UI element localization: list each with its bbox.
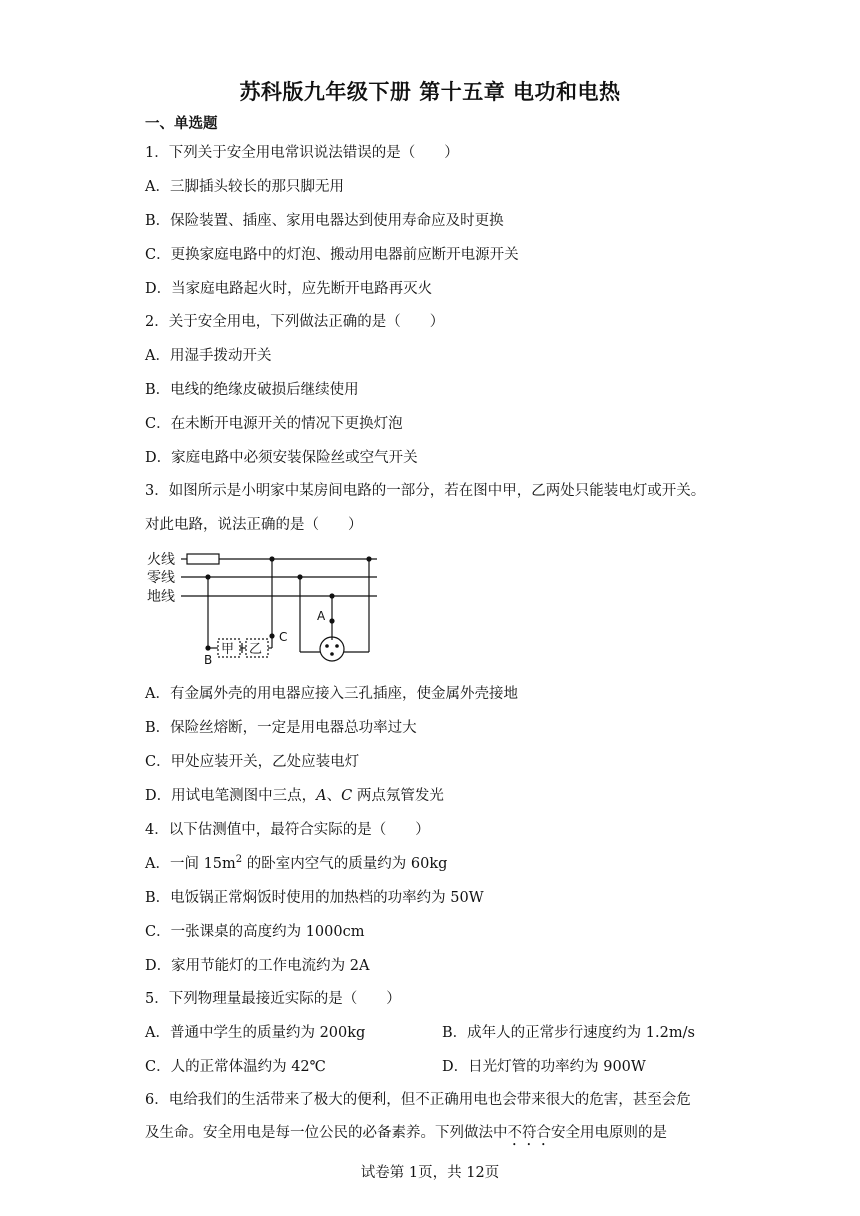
q5-option-a: A．普通中学生的质量约为 200kg: [145, 1025, 366, 1041]
box-jia-label: 甲: [221, 642, 235, 657]
page-title: 苏科版九年级下册 第十五章 电功和电热: [239, 80, 621, 104]
point-a-label: A: [317, 609, 326, 623]
q2-option-a: A．用湿手拨动开关: [145, 348, 272, 364]
ground-wire-label: 地线: [147, 589, 175, 605]
circuit-diagram: [145, 540, 385, 668]
neutral-wire-label: 零线: [147, 570, 175, 586]
q3-d-sep: 、: [326, 788, 342, 804]
q3-option-c: C．甲处应装开关，乙处应装电灯: [145, 754, 360, 770]
q6-line2-suffix: 安全用电原则的是: [551, 1125, 667, 1141]
point-b-label: B: [204, 653, 213, 667]
q4-stem: 4．以下估测值中，最符合实际的是（ ）: [145, 822, 430, 838]
q6-stem-line1: 6．电给我们的生活带来了极大的便利，但不正确用电也会带来很大的危害，甚至会危: [145, 1092, 691, 1108]
node-b: [205, 645, 210, 650]
q2-stem: 2．关于安全用电，下列做法正确的是（ ）: [145, 314, 445, 330]
q5-option-d: D．日光灯管的功率约为 900W: [442, 1059, 646, 1075]
q1-option-d: D．当家庭电路起火时，应先断开电路再灭火: [145, 281, 433, 297]
page-footer: 试卷第 1页，共 12页: [360, 1165, 500, 1181]
q1-stem: 1．下列关于安全用电常识说法错误的是（ ）: [145, 145, 459, 161]
q4-option-c: C．一张课桌的高度约为 1000cm: [145, 924, 365, 940]
q4-a-sup: 2: [235, 854, 243, 866]
q3-d-point-a: A: [316, 788, 327, 804]
q5-stem: 5．下列物理量最接近实际的是（ ）: [145, 991, 401, 1007]
q5-option-b: B．成年人的正常步行速度约为 1.2m/s: [442, 1025, 695, 1041]
q6-stem-line2: [145, 1121, 667, 1149]
q4-option-a: [145, 852, 447, 873]
q3-option-d: [145, 784, 444, 805]
q3-option-b: B．保险丝熔断，一定是用电器总功率过大: [145, 720, 417, 736]
q3-stem-line1: 3．如图所示是小明家中某房间电路的一部分，若在图中甲，乙两处只能装电灯或开关。: [145, 483, 706, 499]
q1-option-a: A．三脚插头较长的那只脚无用: [145, 179, 344, 195]
q4-a-prefix: A．一间 15m: [145, 856, 236, 872]
q2-option-d: D．家庭电路中必须安装保险丝或空气开关: [145, 450, 418, 466]
q3-option-a: A．有金属外壳的用电器应接入三孔插座，使金属外壳接地: [145, 686, 518, 702]
q4-option-b: B．电饭锅正常焖饭时使用的加热档的功率约为 50W: [145, 890, 484, 906]
section-heading: 一、单选题: [145, 116, 218, 132]
q1-option-b: B．保险装置、插座、家用电器达到使用寿命应及时更换: [145, 213, 504, 229]
q2-option-c: C．在未断开电源开关的情况下更换灯泡: [145, 416, 403, 432]
node-a: [329, 618, 334, 623]
q3-d-point-c: C: [341, 788, 353, 804]
q1-option-c: C．更换家庭电路中的灯泡、搬动用电器前应断开电源开关: [145, 247, 519, 263]
q6-line2-prefix: 及生命。安全用电是每一位公民的必备素养。下列做法中: [145, 1125, 508, 1141]
fire-wire-label: 火线: [147, 552, 175, 568]
q2-option-b: B．电线的绝缘皮破损后继续使用: [145, 382, 359, 398]
q6-emphasis: 不符合: [507, 1125, 551, 1141]
three-hole-socket: [320, 637, 344, 661]
q3-stem-line2: 对此电路，说法正确的是（ ）: [145, 517, 363, 533]
q5-option-c: C．人的正常体温约为 42℃: [145, 1059, 326, 1075]
point-c-label: C: [279, 630, 288, 644]
q3-d-prefix: D．用试电笔测图中三点，: [145, 788, 317, 804]
q3-d-suffix: 两点氖管发光: [352, 788, 444, 804]
q4-a-suffix: 的卧室内空气的质量约为 60kg: [242, 856, 448, 872]
node-c: [269, 633, 274, 638]
q4-option-d: D．家用节能灯的工作电流约为 2A: [145, 958, 370, 974]
fuse-symbol: [187, 554, 219, 564]
box-yi-label: 乙: [249, 642, 263, 657]
